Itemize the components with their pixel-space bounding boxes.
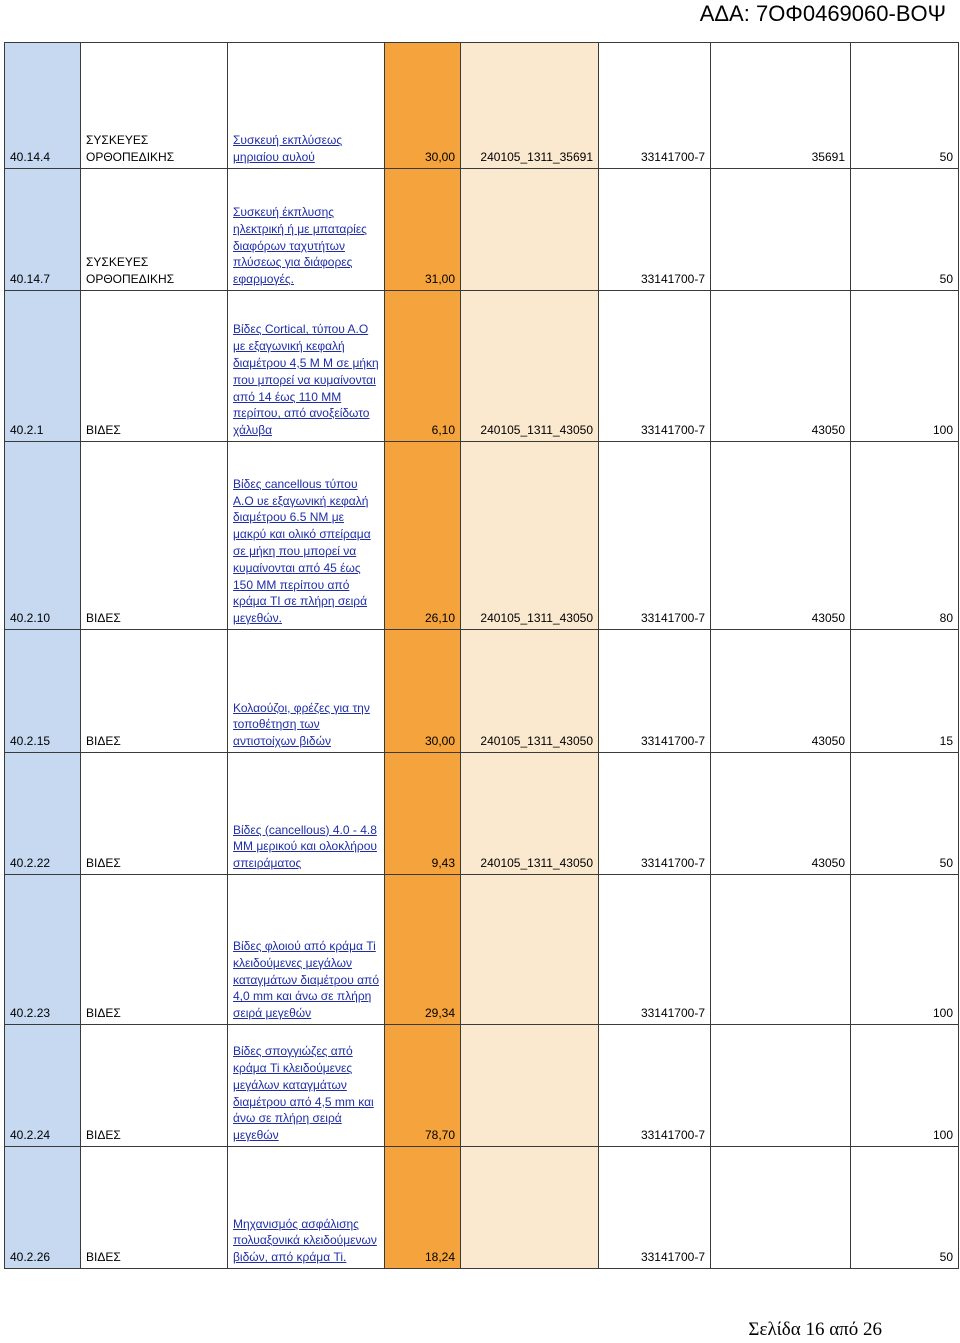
item-code: 40.14.4 <box>5 43 81 169</box>
item-code: 40.2.24 <box>5 1025 81 1147</box>
item-number: 43050 <box>711 442 851 630</box>
item-quantity: 100 <box>851 875 959 1025</box>
item-price: 9,43 <box>385 753 461 875</box>
item-quantity: 50 <box>851 753 959 875</box>
item-price: 6,10 <box>385 291 461 442</box>
item-category: ΒΙΔΕΣ <box>81 630 228 753</box>
table-row <box>5 1147 959 1269</box>
item-price: 30,00 <box>385 630 461 753</box>
item-category: ΒΙΔΕΣ <box>81 1025 228 1147</box>
item-cpv: 33141700-7 <box>599 43 711 169</box>
item-cpv: 33141700-7 <box>599 1025 711 1147</box>
item-price: 31,00 <box>385 169 461 291</box>
item-number: 43050 <box>711 753 851 875</box>
item-quantity: 15 <box>851 630 959 753</box>
item-price: 30,00 <box>385 43 461 169</box>
item-reference: 240105_1311_43050 <box>461 753 599 875</box>
table-row <box>5 1025 959 1147</box>
item-description[interactable]: Βίδες (cancellous) 4.0 - 4.8 MM μερικού και ολοκλήρου σπειράματος <box>228 753 385 875</box>
item-cpv: 33141700-7 <box>599 753 711 875</box>
item-code: 40.2.26 <box>5 1147 81 1269</box>
item-description[interactable]: Συσκευή εκπλύσεως μηριαίου αυλού <box>228 43 385 169</box>
item-price: 18,24 <box>385 1147 461 1269</box>
item-reference <box>461 875 599 1025</box>
item-number: 43050 <box>711 630 851 753</box>
item-number <box>711 875 851 1025</box>
item-quantity: 100 <box>851 291 959 442</box>
item-reference <box>461 169 599 291</box>
item-description[interactable]: Βίδες φλοιού από κράμα Ti κλειδούμενες μεγάλων καταγμάτων διαμέτρου από 4,0 mm και άνω σε πλήρη σειρά μεγεθών <box>228 875 385 1025</box>
item-cpv: 33141700-7 <box>599 291 711 442</box>
item-number: 35691 <box>711 43 851 169</box>
item-quantity: 50 <box>851 43 959 169</box>
page-number: Σελίδα 16 από 26 <box>748 1319 882 1340</box>
item-code: 40.2.23 <box>5 875 81 1025</box>
items-table <box>4 42 959 1269</box>
item-number <box>711 1147 851 1269</box>
table-row <box>5 169 959 291</box>
item-cpv: 33141700-7 <box>599 442 711 630</box>
table-row <box>5 630 959 753</box>
table-row <box>5 442 959 630</box>
table-row <box>5 43 959 169</box>
item-number: 43050 <box>711 291 851 442</box>
item-cpv: 33141700-7 <box>599 630 711 753</box>
item-cpv: 33141700-7 <box>599 169 711 291</box>
item-cpv: 33141700-7 <box>599 1147 711 1269</box>
item-price: 26,10 <box>385 442 461 630</box>
item-description[interactable]: Βίδες cancellous τύπου Α.Ο υε εξαγωνική κεφαλή διαμέτρου 6.5 NM με μακρύ και ολικό σπείραμα σε μήκη που μπορεί να κυμαίνονται από 45 έως 150 MM περίπου από κράμα TI σε πλήρη σειρά μεγεθών. <box>228 442 385 630</box>
item-category: ΒΙΔΕΣ <box>81 1147 228 1269</box>
item-quantity: 50 <box>851 1147 959 1269</box>
item-code: 40.2.22 <box>5 753 81 875</box>
item-reference <box>461 1025 599 1147</box>
document-ada-code: ΑΔΑ: 7ΟΦ0469060-ΒΟΨ <box>699 1 946 26</box>
item-code: 40.2.10 <box>5 442 81 630</box>
item-reference <box>461 1147 599 1269</box>
table-row <box>5 875 959 1025</box>
item-quantity: 80 <box>851 442 959 630</box>
item-number <box>711 169 851 291</box>
table-row <box>5 291 959 442</box>
items-table-body <box>5 43 959 1269</box>
item-category: ΣΥΣΚΕΥΕΣ ΟΡΘΟΠΕΔΙΚΗΣ <box>81 43 228 169</box>
item-code: 40.2.1 <box>5 291 81 442</box>
item-reference: 240105_1311_35691 <box>461 43 599 169</box>
table-row <box>5 753 959 875</box>
item-category: ΒΙΔΕΣ <box>81 291 228 442</box>
item-price: 29,34 <box>385 875 461 1025</box>
item-category: ΒΙΔΕΣ <box>81 442 228 630</box>
item-description[interactable]: Βίδες σπογγιώζες από κράμα Ti κλειδούμενες μεγάλων καταγμάτων διαμέτρου από 4,5 mm και άνω σε πλήρη σειρά μεγεθών <box>228 1025 385 1147</box>
item-quantity: 100 <box>851 1025 959 1147</box>
item-number <box>711 1025 851 1147</box>
item-description[interactable]: Κολαούζοι, φρέζες για την τοποθέτηση των αντιστοίχων βιδών <box>228 630 385 753</box>
item-description[interactable]: Βίδες Cortical, τύπου Α.Ο με εξαγωνική κεφαλή διαμέτρου 4,5 M M σε μήκη που μπορεί να κυμαίνονται από 14 έως 110 MM περίπου, από ανοξείδωτο χάλυβα <box>228 291 385 442</box>
item-reference: 240105_1311_43050 <box>461 630 599 753</box>
item-quantity: 50 <box>851 169 959 291</box>
item-description[interactable]: Μηχανισμός ασφάλισης πολυαξονικά κλειδούμενων βιδών, από κράμα Ti. <box>228 1147 385 1269</box>
item-code: 40.14.7 <box>5 169 81 291</box>
item-reference: 240105_1311_43050 <box>461 442 599 630</box>
item-code: 40.2.15 <box>5 630 81 753</box>
item-category: ΒΙΔΕΣ <box>81 753 228 875</box>
item-description[interactable]: Συσκευή έκπλυσης ηλεκτρική ή με μπαταρίες διαφόρων ταχυτήτων πλύσεως για διάφορες εφαρμογές. <box>228 169 385 291</box>
item-price: 78,70 <box>385 1025 461 1147</box>
item-reference: 240105_1311_43050 <box>461 291 599 442</box>
item-cpv: 33141700-7 <box>599 875 711 1025</box>
item-category: ΒΙΔΕΣ <box>81 875 228 1025</box>
item-category: ΣΥΣΚΕΥΕΣ ΟΡΘΟΠΕΔΙΚΗΣ <box>81 169 228 291</box>
